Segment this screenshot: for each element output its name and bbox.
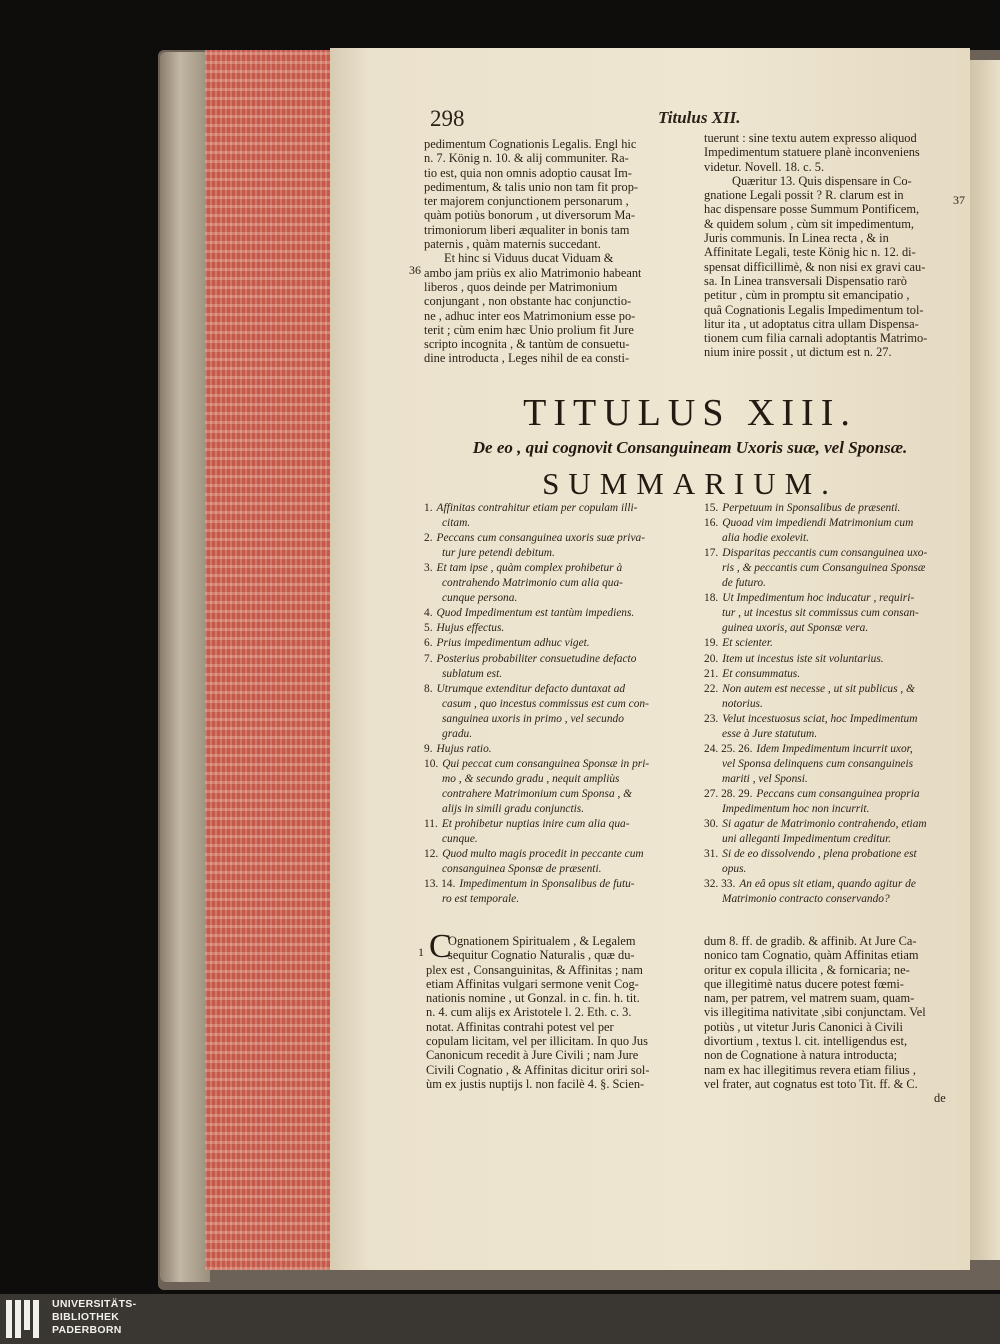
text-line: ùm ex justis nuptijs l. non facilè 4. §. Scien-: [426, 1076, 645, 1091]
text-line: que illegitimè natus ducere potest fœmi-: [704, 976, 904, 991]
text-line: vis illegitima nativitate ,sibi conjunctam. Vel: [704, 1005, 926, 1020]
text-line: pedimentum, & talis unio non tam fit prop-: [424, 179, 639, 194]
entry-text: Peccans cum consanguinea propria: [756, 787, 920, 800]
entry-text: ro est temporale.: [442, 893, 520, 906]
summarium-entry: [704, 682, 915, 697]
summarium-entry: [704, 636, 773, 651]
entry-text: Hujus effectus.: [436, 622, 505, 635]
summarium-entry: [704, 621, 868, 636]
text-line: Impedimentum statuere planè inconveniens: [704, 145, 920, 160]
entry-text: Hujus ratio.: [436, 742, 492, 755]
text-line: Affinitate Legali, teste König hic n. 12. di-: [704, 245, 916, 260]
entry-text: mariti , vel Sponsi.: [722, 772, 808, 785]
entry-text: Et scienter.: [722, 637, 773, 650]
drop-cap: C: [429, 928, 452, 965]
text-line: tio est, quia non omnis adoptio causat Im-: [424, 165, 632, 180]
entry-text: Velut incestuosus sciat, hoc Impedimentum: [722, 712, 918, 725]
entry-number: 24. 25. 26.: [704, 742, 753, 755]
summarium-entry: [704, 606, 919, 621]
summarium-entry: [704, 727, 817, 742]
text-line: n. 7. König n. 10. & alij communiter. Ra-: [424, 151, 629, 166]
summarium-entry: [424, 817, 630, 832]
text-line: Civili Cognatio , & Affinitas dicitur oriri sol-: [426, 1062, 650, 1077]
entry-number: 23.: [704, 712, 719, 725]
entry-text: tur , ut incestus sit commissus cum consan-: [722, 607, 919, 620]
text-line: paternis , quàm maternis succedant.: [424, 237, 601, 252]
summarium-entry: [424, 772, 620, 787]
entry-text: Quoad vim impediendi Matrimonium cum: [722, 517, 914, 530]
text-line: plex est , Consanguinitas, & Affinitas ; nam: [426, 962, 643, 977]
summarium-entry: [704, 787, 920, 802]
summarium-entry: [704, 892, 890, 907]
book-spine: [160, 52, 210, 1282]
body-right-column: [704, 934, 946, 1106]
entry-text: Impedimentum in Sponsalibus de futu-: [459, 878, 635, 891]
top-left-column: [424, 137, 641, 366]
summarium-entry: [424, 802, 584, 817]
entry-text: mo , & secundo gradu , nequit ampliùs: [442, 772, 620, 785]
margin-number-left: 36: [409, 263, 421, 277]
summarium-heading: SUMMARIUM.: [542, 466, 838, 501]
entry-number: 15.: [704, 502, 719, 514]
entry-number: 20.: [704, 652, 719, 665]
text-line: nam, per patrem, vel matrem suam, quam-: [704, 991, 915, 1006]
text-line: nam ex hac illegitimus revera etiam filius ,: [704, 1062, 916, 1077]
summarium-entry: [704, 742, 913, 757]
summarium-entry: [704, 501, 900, 516]
text-line: copulam licitam, vel per illicitam. In quo Jus: [426, 1034, 648, 1049]
entry-number: 12.: [424, 848, 439, 861]
text-line: sequitur Cognatio Naturalis , quæ du-: [448, 948, 635, 963]
summarium-entry: [424, 757, 649, 772]
summarium-entry: [424, 727, 472, 742]
summarium-entry: [704, 591, 914, 606]
entry-text: alia hodie exolevit.: [722, 532, 809, 545]
text-line: n. 4. cum alijs ex Aristotele l. 2. Eth. c. 3.: [426, 1005, 632, 1020]
summarium-entry: [704, 772, 808, 787]
entry-text: Disparitas peccantis cum consanguinea uxo-: [722, 547, 928, 560]
entry-text: Utrumque extenditur defacto duntaxat ad: [436, 682, 626, 695]
text-line: terit ; cùm enim hæc Unio prolium fit Jure: [424, 322, 634, 337]
summarium-entry: [704, 847, 917, 862]
text-line: Ognationem Spiritualem , & Legalem: [448, 934, 636, 948]
entry-text: vel Sponsa delinquens cum consanguineis: [722, 757, 914, 770]
text-line: nationis nomine , ut Gonzal. in c. fin. h. tit.: [426, 991, 640, 1006]
entry-number: 17.: [704, 547, 719, 560]
summarium-entry: [424, 787, 632, 802]
summarium-entry: [704, 802, 869, 817]
summarium-entry: [704, 561, 925, 576]
summarium-entry: [704, 652, 884, 667]
summarium-entry: [424, 606, 634, 621]
entry-text: casum , quo incestus commissus est cum con-: [442, 697, 649, 710]
summarium-entry: [704, 862, 746, 877]
entry-text: gradu.: [442, 727, 473, 740]
entry-text: uni alleganti Impedimentum creditur.: [722, 833, 892, 846]
entry-number: 21.: [704, 667, 719, 680]
entry-text: consanguinea Sponsæ de præsenti.: [442, 863, 602, 876]
text-line: litur ita , ut adoptatus citra ullam Dispensa-: [704, 316, 919, 331]
text-line: de: [934, 1091, 946, 1106]
entry-text: opus.: [722, 863, 747, 876]
text-line: petitur , cùm in promptu sit emancipatio ,: [704, 288, 910, 303]
entry-number: 10.: [424, 757, 439, 770]
entry-number: 7.: [424, 652, 433, 665]
text-line: conjungant , non obstante hac conjunctio-: [424, 294, 632, 309]
margin-number-right: 37: [953, 193, 965, 207]
text-line: & quidem solum , cùm sit impedimentum,: [704, 216, 914, 231]
summarium-entry: [424, 621, 504, 636]
page-number: 298: [430, 106, 465, 131]
summarium-entry: [704, 667, 800, 682]
entry-text: contrahendo Matrimonio cum alia qua-: [442, 577, 623, 590]
summarium-entry: [424, 652, 636, 667]
text-line: gnatione Legali possit ? R. clarum est in: [704, 188, 904, 203]
summarium-entry: [424, 636, 590, 651]
margin-number-bottom: 1: [418, 945, 424, 959]
summarium-entry: [424, 667, 502, 682]
text-line: notat. Affinitas contrahi potest vel per: [426, 1019, 614, 1034]
text-line: tuerunt : sine textu autem expresso aliquod: [704, 131, 917, 145]
entry-text: Quod Impedimentum est tantùm impediens.: [436, 607, 635, 620]
text-line: etiam Affinitas vulgari sermone venit Cog-: [426, 976, 639, 991]
entry-number: 22.: [704, 682, 719, 695]
entry-number: 1.: [424, 502, 433, 514]
text-line: Canonicum recedit à Jure Civili ; nam Jure: [426, 1048, 639, 1063]
text-line: divortium , textus l. cit. intelligendus est,: [704, 1034, 908, 1049]
entry-text: Impedimentum hoc non incurrit.: [722, 803, 870, 815]
text-line: Juris communis. In Linea recta , & in: [704, 231, 889, 246]
text-line: quàm potiùs bonorum , ut diversorum Ma-: [424, 208, 635, 223]
summarium-entry: [424, 832, 478, 847]
entry-text: sanguinea uxoris in primo , vel secundo: [442, 712, 624, 725]
text-line: dine introducta , Leges nihil de ea consti-: [424, 351, 630, 366]
text-line: dum 8. ff. de gradib. & affinib. At Jure Ca-: [704, 934, 917, 948]
entry-number: 32. 33.: [704, 878, 736, 891]
text-line: liberos , quos deinde per Matrimonium: [424, 279, 618, 294]
entry-text: Si de eo dissolvendo , plena probatione est: [722, 848, 917, 861]
entry-text: tur jure petendi debitum.: [442, 547, 555, 560]
entry-text: Affinitas contrahitur etiam per copulam illi-: [436, 502, 638, 514]
summarium-entry: [704, 531, 809, 546]
entry-number: 8.: [424, 682, 433, 695]
summarium-entry: [704, 832, 891, 847]
entry-text: Peccans cum consanguinea uxoris suæ priva-: [436, 532, 646, 545]
summarium-entry: [424, 591, 517, 606]
logo-line-3: PADERBORN: [52, 1324, 122, 1336]
running-head: Titulus XII.: [658, 108, 741, 127]
entry-text: contrahere Matrimonium cum Sponsa , &: [442, 787, 633, 800]
entry-text: Si agatur de Matrimonio contrahendo, etiam: [722, 818, 927, 831]
entry-text: alijs in simili gradu conjunctis.: [442, 803, 585, 815]
text-line: nonico tam Cognatio, quàm Affinitas etiam: [704, 948, 919, 963]
entry-number: 18.: [704, 592, 719, 605]
entry-number: 4.: [424, 607, 433, 620]
entry-number: 16.: [704, 517, 719, 530]
entry-number: 19.: [704, 637, 719, 650]
summarium-entry: [704, 546, 927, 561]
top-right-column: [704, 131, 927, 360]
text-line: vel frater, aut cognatus est toto Tit. ff. & C.: [704, 1076, 918, 1091]
entry-text: Et prohibetur nuptias inire cum alia qua-: [441, 818, 630, 831]
entry-text: esse à Jure statutum.: [722, 727, 818, 740]
logo-line-1: UNIVERSITÄTS-: [52, 1298, 137, 1310]
entry-number: 9.: [424, 742, 433, 755]
entry-number: 2.: [424, 532, 433, 545]
entry-text: cunque persona.: [442, 592, 518, 605]
summarium-entry: [424, 546, 555, 561]
entry-text: Posterius probabiliter consuetudine defacto: [436, 652, 637, 665]
entry-text: Quod multo magis procedit in peccante cum: [442, 848, 644, 861]
summarium-entry: [424, 862, 601, 877]
entry-text: Idem Impedimentum incurrit uxor,: [756, 742, 913, 755]
library-logo-icon: [6, 1300, 44, 1338]
summarium-entry: [424, 712, 624, 727]
logo-line-2: BIBLIOTHEK: [52, 1311, 120, 1323]
entry-text: Prius impedimentum adhuc viget.: [436, 637, 590, 650]
text-line: ter majorem conjunctionem personarum ,: [424, 194, 629, 209]
entry-text: Item ut incestus iste sit voluntarius.: [722, 652, 884, 665]
entry-text: notorius.: [722, 697, 763, 710]
entry-text: An eâ opus sit etiam, quando agitur de: [739, 878, 916, 891]
text-line: sa. In Linea transversali Dispensatio rarò: [704, 273, 907, 288]
entry-text: citam.: [442, 517, 471, 530]
text-line: hac dispensare posse Summum Pontificem,: [704, 202, 920, 217]
entry-text: Et tam ipse , quàm complex prohibetur à: [436, 562, 623, 575]
summarium-entry: [424, 576, 623, 591]
entry-text: cunque.: [442, 833, 478, 846]
titulus-subtitle: De eo , qui cognovit Consanguineam Uxoris suæ, vel Sponsæ.: [472, 438, 908, 457]
entry-text: Perpetuum in Sponsalibus de præsenti.: [722, 502, 901, 514]
text-line: nium inire possit , ut dictum est n. 27.: [704, 345, 892, 360]
entry-number: 27. 28. 29.: [704, 787, 753, 800]
summarium-entry: [424, 561, 622, 576]
entry-text: sublatum est.: [442, 667, 503, 680]
entry-number: 11.: [424, 818, 438, 831]
summarium-entry: [704, 877, 916, 892]
body-left-column: [426, 934, 649, 1091]
summarium-entry: [424, 742, 492, 757]
summarium-entry: [424, 682, 625, 697]
entry-number: 6.: [424, 637, 433, 650]
text-line: potiùs , ut vitetur Juris Canonici à Civili: [704, 1019, 903, 1034]
library-logo: [6, 1298, 156, 1340]
summarium-entry: [424, 877, 635, 892]
summarium-entry: [704, 712, 917, 727]
summarium-entry: [704, 516, 913, 531]
entry-number: 3.: [424, 562, 433, 575]
text-line: oritur ex copula illicita , & fornicaria; ne-: [704, 962, 910, 977]
entry-number: 5.: [424, 622, 433, 635]
summarium-entry: [704, 697, 763, 712]
text-line: Quæritur 13. Quis dispensare in Co-: [732, 173, 912, 188]
text-line: quâ Cognationis Legalis Impedimentum tol-: [704, 302, 924, 317]
text-line: scripto incognita , & tantùm de consuetu-: [424, 337, 630, 352]
summarium-entry: [424, 847, 644, 862]
text-line: ne , adhuc inter eos Matrimonium esse po-: [424, 308, 636, 323]
entry-text: Et consummatus.: [722, 667, 801, 680]
summarium-entry: [424, 892, 519, 907]
text-line: tionem cum filia carnali adoptantis Matrimo-: [704, 331, 928, 346]
summarium-entry: [704, 757, 913, 772]
entry-text: Matrimonio contracto conservando?: [722, 893, 890, 906]
entry-text: Non autem est necesse , ut sit publicus , &: [722, 682, 915, 695]
summarium-entry: [424, 501, 637, 516]
text-line: spensat difficillimè, & non nisi ex gravi cau-: [704, 259, 926, 274]
summarium-entry: [424, 531, 645, 546]
text-line: non de Cognatione à natura introducta;: [704, 1048, 898, 1063]
entry-text: Ut Impedimentum hoc inducatur , requiri-: [722, 592, 915, 605]
summarium-entry: [424, 516, 470, 531]
page-edge-speckled: [205, 50, 332, 1270]
summarium-entry: [704, 817, 927, 832]
next-page-edge: [970, 60, 1000, 1260]
text-line: videtur. Novell. 18. c. 5.: [704, 159, 825, 174]
entry-text: de futuro.: [722, 577, 766, 590]
entry-text: guinea uxoris, aut Sponsæ vera.: [722, 622, 869, 635]
summarium-entry: [424, 697, 649, 712]
text-line: Et hinc si Viduus ducat Viduam &: [444, 251, 614, 266]
text-line: pedimentum Cognationis Legalis. Engl hic: [424, 137, 637, 151]
entry-text: Qui peccat cum consanguinea Sponsæ in pri-: [442, 757, 650, 770]
entry-text: ris , & peccantis cum Consanguinea Sponsæ: [722, 562, 926, 575]
entry-number: 13. 14.: [424, 878, 456, 891]
text-line: trimoniorum liberi æqualiter in bonis tam: [424, 222, 630, 237]
entry-number: 30.: [704, 818, 719, 831]
titulus-heading: TITULUS XIII.: [523, 392, 857, 434]
entry-number: 31.: [704, 848, 719, 861]
text-line: ambo jam priùs ex alio Matrimonio habeant: [424, 265, 642, 280]
summarium-entry: [704, 576, 766, 591]
